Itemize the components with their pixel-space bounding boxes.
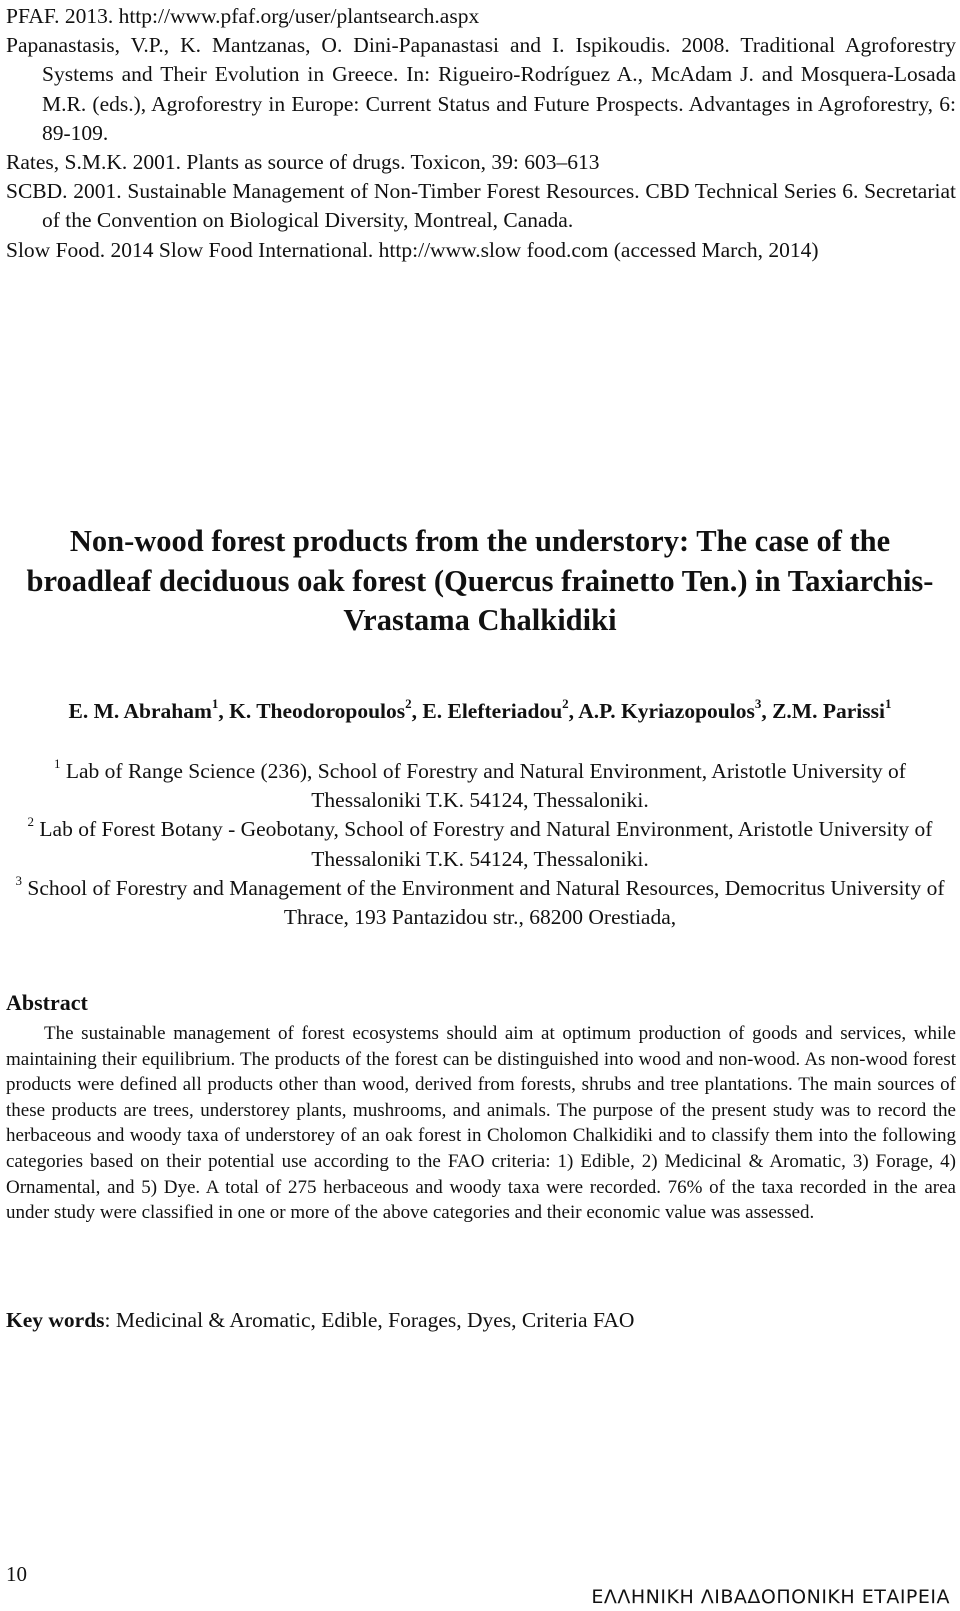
author-name: E. M. Abraham bbox=[68, 699, 212, 723]
author-affil-marker: 2 bbox=[405, 695, 412, 711]
author-list bbox=[40, 697, 920, 726]
keywords-label: Key words bbox=[6, 1308, 105, 1332]
author-separator: , bbox=[568, 699, 579, 723]
reference-item: Papanastasis, V.P., K. Mantzanas, O. Dini-Papanastasi and I. Ispikoudis. 2008. Traditional Agroforestry Systems and Their Evolution in Greece. In: Rigueiro-Rodríguez A., McAdam J. and Mosquera-Losada M.R. (eds.), Agroforestry in Europe: Current Status and Future Prospects. Advantages in Agroforestry, 6: 89-109. bbox=[6, 33, 956, 145]
author-affil-marker: 3 bbox=[754, 695, 762, 711]
author-name: E. Elefteriadou bbox=[422, 699, 563, 723]
affiliation-list bbox=[10, 757, 950, 932]
author-name: Z.M. Parissi bbox=[772, 699, 885, 723]
author-affil-marker: 1 bbox=[211, 695, 219, 711]
affiliation-item bbox=[10, 815, 950, 873]
author-separator: , bbox=[411, 699, 423, 723]
author-name: A.P. Kyriazopoulos bbox=[578, 699, 755, 723]
affiliation-item bbox=[10, 757, 950, 815]
abstract-text: The sustainable management of forest ecosystems should aim at optimum production of goods and services, while maintaining their equilibrium. The products of the forest can be distinguished into wood and non-wood. As non-wood forest products were defined all products other than wood, derived from forests, shrubs and tree plantations. The main sources of these products are trees, understorey plants, mushrooms, and animals. The purpose of the present study was to record the herbaceous and woody taxa of understorey of an oak forest in Cholomon Chalkidiki and to classify them into the following categories based on their potential use according to the FAO criteria: 1) Edible, 2) Medicinal & Aromatic, 3) Forage, 4) Ornamental, and 5) Dye. A total of 275 herbaceous and woody taxa were recorded. 76% of the taxa recorded in the area under study were classified in one or more of the above categories and their economic value was assessed. bbox=[6, 1023, 956, 1224]
author-separator: , bbox=[218, 699, 230, 723]
page-number: 10 bbox=[6, 1562, 27, 1586]
author-name: K. Theodoropoulos bbox=[229, 699, 406, 723]
keywords-text: : Medicinal & Aromatic, Edible, Forages, Dyes, Criteria FAO bbox=[104, 1308, 635, 1332]
reference-item: Slow Food. 2014 Slow Food International. http://www.slow food.com (accessed March, 2014) bbox=[6, 237, 819, 262]
author-affil-marker: 1 bbox=[884, 695, 892, 711]
affiliation-text: School of Forestry and Management of the Environment and Natural Resources, Democritus University of Thrace, 193 Pantazidou str., 68200 Orestiada, bbox=[27, 875, 945, 930]
affiliation-text: Lab of Forest Botany - Geobotany, School of Forestry and Natural Environment, Aristotle University of Thessaloniki T.K. 54124, Thessaloniki. bbox=[39, 817, 933, 871]
paper-title: Non-wood forest products from the understory: The case of the broadleaf deciduous oak forest (Quercus frainetto Ten.) in Taxiarchis-Vrastama Chalkidiki bbox=[26, 524, 934, 637]
author-affil-marker: 2 bbox=[562, 695, 569, 711]
affiliation-marker: 1 bbox=[54, 755, 61, 771]
affiliation-text: Lab of Range Science (236), School of Forestry and Natural Environment, Aristotle University of Thessaloniki T.K. 54124, Thessaloniki. bbox=[65, 759, 906, 813]
footer-organization: ΕΛΛΗΝΙΚΗ ΛΙΒΑΔΟΠΟΝΙΚΗ ΕΤΑΙΡΕΙΑ bbox=[591, 1586, 950, 1608]
keywords bbox=[6, 1306, 956, 1334]
reference-item: SCBD. 2001. Sustainable Management of Non-Timber Forest Resources. CBD Technical Series 6. Secretariat of the Convention on Biological Diversity, Montreal, Canada. bbox=[6, 179, 956, 233]
abstract-heading: Abstract bbox=[6, 990, 88, 1015]
author-separator: , bbox=[761, 699, 773, 723]
affiliation-item bbox=[10, 874, 950, 932]
reference-item: PFAF. 2013. http://www.pfaf.org/user/plantsearch.aspx bbox=[6, 4, 480, 28]
affiliation-marker: 2 bbox=[27, 814, 35, 830]
affiliation-marker: 3 bbox=[15, 872, 22, 888]
reference-list bbox=[6, 2, 956, 265]
reference-item: Rates, S.M.K. 2001. Plants as source of drugs. Toxicon, 39: 603–613 bbox=[6, 150, 600, 175]
